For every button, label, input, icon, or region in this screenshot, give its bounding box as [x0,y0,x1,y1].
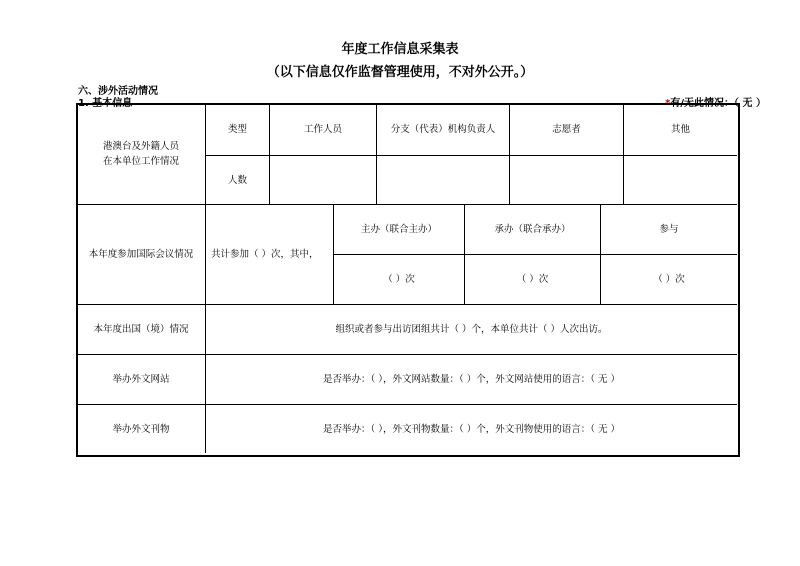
subsection-heading: 1. 基本信息 [78,98,133,109]
count-label: 人数 [227,174,247,186]
row-label-foreign-staff: 港澳台及外籍人员 在本单位工作情况 [102,141,179,167]
col-header-branch-head: 分支（代表）机构负责人 [390,124,496,135]
required-star: * [665,98,671,109]
type-header: 类型 [227,124,247,135]
row-label-foreign-website: 举办外文网站 [112,374,170,385]
row-label-outbound: 本年度出国（境）情况 [93,324,189,335]
host-count-field[interactable]: （ ）次 [383,274,415,285]
conference-total-text: 共计参加（ ）次，其中， [211,249,319,260]
row-label-intl-conference: 本年度参加国际会议情况 [88,249,194,260]
other-count-field[interactable] [624,156,737,204]
outbound-text[interactable]: 组织或者参与出访团组共计（ ）个，本单位共计（ ）人次出访。 [335,324,608,335]
staff-count-field[interactable] [270,156,376,204]
participate-count-field[interactable]: （ ）次 [653,274,685,285]
form-title: 年度工作信息采集表 [341,42,459,57]
foreign-publication-text[interactable]: 是否举办：（ ），外文刊物数量：（ ）个，外文刊物使用的语言：（ 无 ） [322,423,621,435]
row-label-foreign-publication: 举办外文刊物 [112,423,170,435]
branch-head-count-field[interactable] [377,156,509,204]
volunteer-count-field[interactable] [510,156,623,204]
foreign-website-text[interactable]: 是否举办：（ ），外文网站数量：（ ）个，外文网站使用的语言：（ 无 ） [322,374,621,385]
col-header-other: 其他 [670,124,690,135]
organizer-count-field[interactable]: （ ）次 [516,274,549,285]
col-header-organizer: 承办（联合承办） [494,224,571,235]
section-heading: 六、涉外活动情况 [78,86,158,97]
col-header-participate: 参与 [659,224,679,235]
form-subtitle: （以下信息仅作监督管理使用，不对外公开。） [266,65,534,80]
col-header-staff: 工作人员 [303,124,342,135]
availability-flag-text: 有/无此情况：（ 无 ） [670,98,766,109]
col-header-volunteer: 志愿者 [552,124,581,135]
col-header-host: 主办（联合主办） [360,224,437,235]
